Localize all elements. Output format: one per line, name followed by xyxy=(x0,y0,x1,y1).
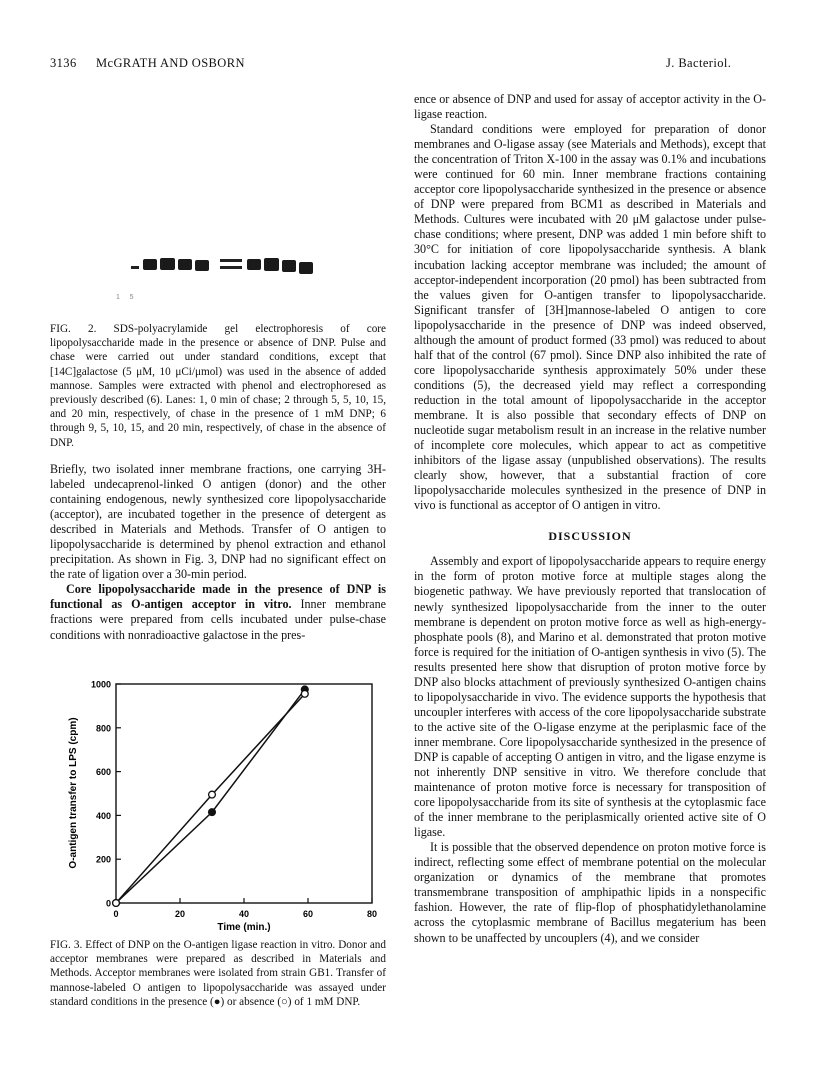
figure2-lane-marks: 1 5 xyxy=(116,294,134,301)
y-tick-label: 0 xyxy=(105,898,111,909)
x-tick-label: 60 xyxy=(302,909,314,919)
x-tick-label: 80 xyxy=(366,909,378,919)
y-axis-label: O-antigen transfer to LPS (cpm) xyxy=(68,717,79,869)
running-head-authors: McGRATH AND OSBORN xyxy=(96,56,245,70)
left-paragraph-2-body: Inner membrane fractions were prepared from cells incubated under pulse-chase conditions with nonradioactive galactose in the pres- xyxy=(50,597,386,642)
y-tick-label: 200 xyxy=(95,854,111,865)
y-tick-label: 800 xyxy=(95,723,111,734)
run-in-heading: Core lipopolysaccharide made in the presence of DNP is functional as O-antigen acceptor in vitro. xyxy=(50,582,386,612)
plot-frame xyxy=(116,684,372,903)
left-paragraph-2 xyxy=(50,582,386,642)
figure3-chart xyxy=(62,672,392,937)
right-paragraph-2: Standard conditions were employed for preparation of donor membranes and O-ligase assay (see Materials and Methods), except that the concentration of Triton X-100 in the assay was 0.1% and incubations were continued for 60 min. Inner membrane fractions containing acceptor core lipopolysaccharide synthesized in the presence or absence of DNP were prepared from BCM1 as described in Materials and Methods. Cultures were incubated with 20 μM galactose under pulse-chase conditions; where present, DNP was added 1 min before shift to 30°C for initiation of core lipopolysaccharide synthesis. A blank incubation lacking acceptor membrane was included; the amount of acceptor-independent incorporation (20 pmol) has been subtracted from the values given for O-antigen transfer to lipopolysaccharide. Significant transfer of [3H]mannose-labeled O antigen to core lipopolysaccharide in the presence of DNP was indeed observed, although the amount of product formed (33 pmol) was reduced to about half that of the control (67 pmol). Since DNP also inhibited the rate of core lipopolysaccharide synthesis approximately 50% under these conditions (5), the decreased yield may reflect a corresponding reduction in the total amount of lipopolysaccharide in the acceptor membrane. It is also possible that secondary effects of DNP on nucleotide sugar metabolism result in an increase in the relative number of incomplete core molecules, which appear to act as competitive inhibitors of the ligase assay (unpublished observations). The results clearly show, however, that a substantial fraction of core lipopolysaccharide molecules synthesized in the presence of DNP in vivo is functional as acceptor of O antigen in vitro. xyxy=(414,122,766,513)
figure2-caption: FIG. 2. SDS-polyacrylamide gel electrophoresis of core lipopolysaccharide made in the presence or absence of DNP. Pulse and chase were carried out under standard conditions, except that [14C]galactose (5 μM, 10 μCi/μmol) was used in the absence of added mannose. Samples were extracted with phenol and electrophoresed as previously described (6). Lanes: 1, 0 min of chase; 2 through 5, 5, 10, 15, and 20 min, respectively, of chase in the presence of 1 mM DNP; 6 through 9, 5, 10, 15, and 20 min, respectively, of chase in the absence of DNP. xyxy=(50,323,386,449)
figure3-caption: FIG. 3. Effect of DNP on the O-antigen ligase reaction in vitro. Donor and acceptor membranes were prepared as described in Materials and Methods. Acceptor membranes were isolated from strain GB1. Transfer of mannose-labeled O antigen to lipopolysaccharide was assayed under standard conditions in the presence (●) or absence (○) of 1 mM DNP. xyxy=(50,939,386,1008)
data-point-open xyxy=(301,690,308,697)
left-paragraph-1: Briefly, two isolated inner membrane fractions, one carrying 3H-labeled undecaprenol-linked O antigen (donor) and the other containing endogenous, newly synthesized core lipopolysaccharide (acceptor), are incubated together in the presence of detergent as described in Materials and Methods. Transfer of O antigen to lipopolysaccharide is determined by phenol extraction and ethanol precipitation. As shown in Fig. 3, DNP had no significant effect on the rate of ligation over a 30-min period. xyxy=(50,462,386,582)
right-paragraph-1: ence or absence of DNP and used for assay of acceptor activity in the O-ligase reaction. xyxy=(414,92,766,122)
data-point-open xyxy=(209,791,216,798)
left-column xyxy=(50,462,386,643)
data-point-filled xyxy=(209,809,216,816)
right-paragraph-4: It is possible that the observed dependence on proton motive force is indirect, reflecting some effect of membrane potential on the molecular organization or dynamics of the membrane that promotes transmembrane transposition of amphipathic lipids in a nonspecific fashion. However, the rate of flip-flop of phosphatidylethanolamine across the cytoplasmic membrane of Bacillus megaterium has been shown to be unaffected by uncouplers (4), and we consider xyxy=(414,840,766,945)
y-tick-label: 400 xyxy=(95,810,111,821)
data-point-open xyxy=(113,900,120,907)
y-tick-label: 600 xyxy=(95,767,111,778)
page-number: 3136 xyxy=(50,56,77,70)
x-axis-label: Time (min.) xyxy=(217,922,271,933)
x-tick-label: 0 xyxy=(113,909,119,919)
figure2-gel-image xyxy=(110,245,340,305)
x-tick-label: 40 xyxy=(238,909,250,919)
right-column xyxy=(414,92,766,946)
right-paragraph-3: Assembly and export of lipopolysaccharide appears to require energy in the form of proton motive force at multiple stages along the biogenetic pathway. We have previously reported that translocation of newly synthesized lipopolysaccharide from the inner to the outer membrane is dependent on proton motive force as well as high-energy-phosphate pools (8), and Marino et al. demonstrated that proton motive force is required for the initiation of O-antigen synthesis in vivo (5). The results presented here show that disruption of proton motive force by DNP also blocks attachment of previously synthesized O-antigen chains to lipopolysaccharide in vivo. The evidence supports the hypothesis that uncoupler interferes with access of the core lipopolysaccharide substrate to the active site of the O-ligase enzyme at the periplasmic face of the inner membrane. Core lipopolysaccharide synthesized in the presence of DNP is capable of accepting O antigen in vitro, and the ligase enzyme is not inherently DNP sensitive in vitro. We therefore conclude that maintenance of proton motive force is necessary for transposition of core lipopolysaccharide from its site of synthesis at the cytoplasmic face of the inner membrane to the periplasmically oriented active site of O ligase. xyxy=(414,554,766,840)
x-tick-label: 20 xyxy=(174,909,186,919)
discussion-heading: DISCUSSION xyxy=(548,529,632,544)
y-tick-label: 1000 xyxy=(90,679,111,690)
running-head-journal: J. Bacteriol. xyxy=(666,56,732,70)
series-line xyxy=(116,694,305,903)
